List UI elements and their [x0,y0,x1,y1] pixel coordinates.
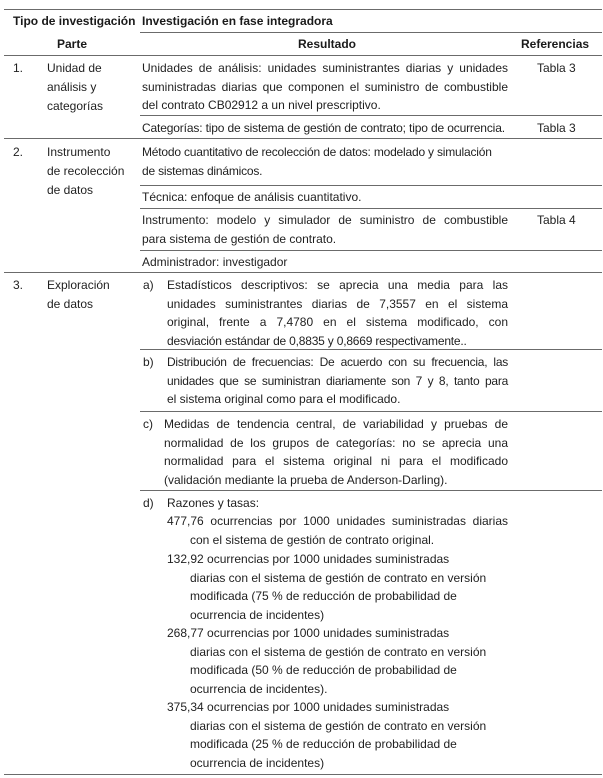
item-marker-b: b) [143,355,154,369]
reference-cell: Tabla 4 [537,213,576,227]
reference-cell: Tabla 3 [537,61,576,75]
reference-cell: Tabla 3 [537,121,576,135]
column-header-resultado: Resultado [297,37,356,51]
item-marker-d: d) [143,496,154,510]
rule-row2-end [4,272,602,273]
result-medidas: Medidas de tendencia central, de variabilidad y pruebas de normalidad de los grupos de categorías: no se aprecia una normalidad para el sistema original ni para el modificado (validación mediante la prueba de Anderson-Darling). [164,417,508,487]
item-marker-c: c) [143,417,153,431]
result-unidades-analisis: Unidades de análisis: unidades suministrantes diarias y unidades suministradas diarias que componen el suministro de combustible del contrato CB02912 a un nivel prescriptivo. [142,61,508,112]
result-metodo: Método cuantitativo de recolección de datos: modelado y simulación de sistemas dinámicos. [142,145,492,178]
rule-top [4,9,602,10]
row-parte: Unidad de análisis y categorías [47,61,104,113]
row-parte: Instrumento de recolección de datos [47,145,125,197]
column-header-referencias: Referencias [521,37,590,51]
result-distribucion: Distribución de frecuencias: De acuerdo con su frecuencia, las unidades que se suministran diariamente son 7 y 8, tanto para el sistema original como para el modificado. [167,355,508,406]
rule-row1-end [4,138,602,139]
rate-50: 268,77 ocurrencias por 1000 unidades suministradas [167,626,450,640]
rule-bottom [4,774,602,775]
rate-original: 477,76 ocurrencias por 1000 unidades suministradas diarias con el sistema de gestión de contrato original. [167,514,508,547]
rule-row1-sub [140,115,602,116]
header-tipo-value: Investigación en fase integradora [142,14,333,28]
result-categorias: Categorías: tipo de sistema de gestión de contrato; tipo de ocurrencia. [142,121,505,135]
rule-under-tipo [140,32,602,33]
rule-row2-sub3 [140,250,602,251]
item-marker-a: a) [143,278,154,292]
rate-75: 132,92 ocurrencias por 1000 unidades suministradas [167,552,450,566]
row-number: 3. [13,278,24,292]
rule-row3-sub3 [140,490,602,491]
rate-25-rest: diarias con el sistema de gestión de contrato en versión modificada (25 % de reducción de probabilidad de ocurrencia de incidentes) [190,718,487,770]
row-parte: Exploración de datos [47,278,110,311]
row-number: 1. [13,61,24,75]
result-razones-title: Razones y tasas: [167,496,260,510]
rate-75-rest: diarias con el sistema de gestión de contrato en versión modificada (75 % de reducción de probabilidad de ocurrencia de incidentes) [190,570,487,622]
result-estadisticos: Estadísticos descriptivos: se aprecia una media para las unidades suministrantes diarias de 7,3557 en el sistema original, frente a 7,4780 en el sistema modificado, con desviación estándar de 0,8835 y 0,8669 respectivamente.. [167,278,508,348]
column-header-parte: Parte [56,37,88,51]
header-tipo-label: Tipo de investigación [13,14,136,28]
result-tecnica: Técnica: enfoque de análisis cuantitativo. [142,190,362,204]
row-number: 2. [13,145,24,159]
rate-25: 375,34 ocurrencias por 1000 unidades suministradas [167,700,450,714]
rate-50-rest: diarias con el sistema de gestión de contrato en versión modificada (50 % de reducción de probabilidad de ocurrencia de incidentes). [190,644,487,696]
result-instrumento: Instrumento: modelo y simulador de suministro de combustible para sistema de gestión de contrato. [142,213,508,246]
rule-under-header [4,55,602,56]
rule-row3-sub2 [140,411,602,412]
rule-row2-sub2 [140,208,602,209]
result-administrador: Administrador: investigador [142,255,288,269]
rule-row2-sub1 [140,185,602,186]
